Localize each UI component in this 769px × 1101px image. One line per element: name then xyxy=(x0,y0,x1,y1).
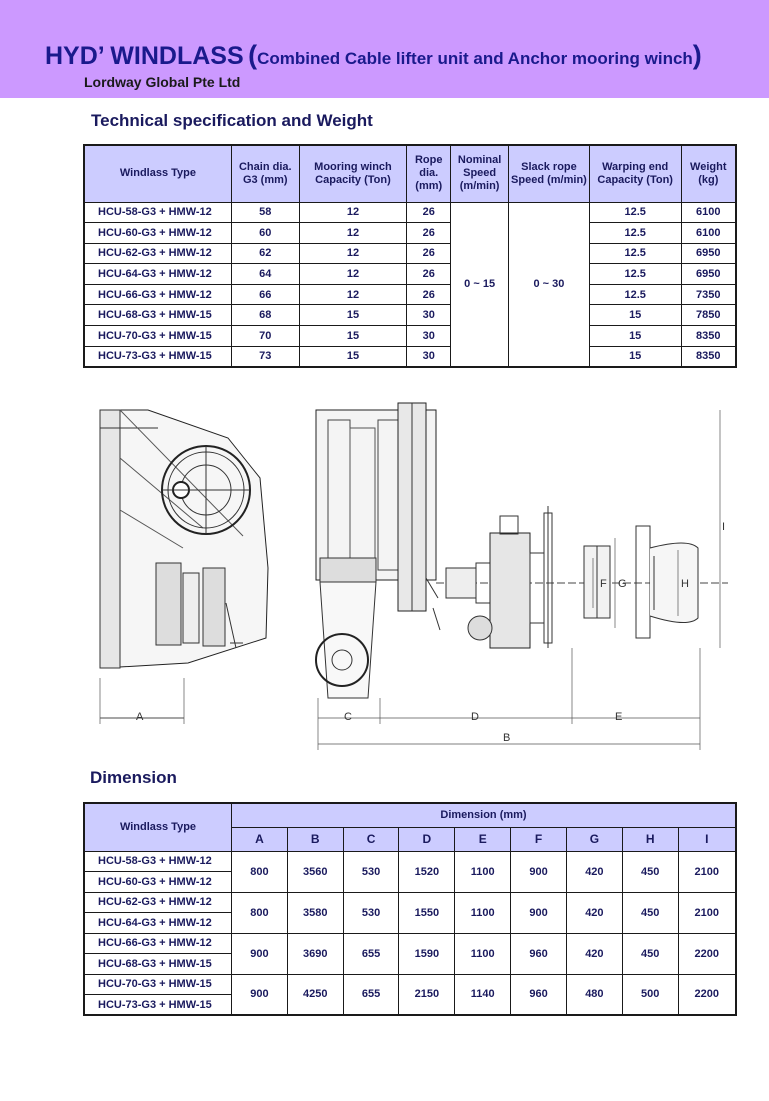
dim-cell-i: 2100 xyxy=(678,851,736,892)
spec-cell-mooring: 15 xyxy=(299,346,407,367)
spec-cell-weight: 6950 xyxy=(681,243,736,264)
dim-header-type: Windlass Type xyxy=(84,803,232,851)
dim-col-header-i: I xyxy=(678,827,736,851)
label-h: H xyxy=(681,578,689,590)
dim-cell-e: 1100 xyxy=(455,892,511,933)
label-d: D xyxy=(471,711,479,723)
spec-cell-rope: 26 xyxy=(407,243,451,264)
dim-cell-a: 800 xyxy=(232,892,288,933)
label-i: I xyxy=(722,521,726,533)
dim-row xyxy=(84,974,736,995)
spec-cell-type: HCU-68-G3 + HMW-15 xyxy=(84,305,231,326)
dim-col-header-e: E xyxy=(455,827,511,851)
dim-col-header-d: D xyxy=(399,827,455,851)
dim-cell-type: HCU-73-G3 + HMW-15 xyxy=(84,995,232,1016)
spec-cell-warping: 15 xyxy=(589,326,681,347)
label-f: F xyxy=(600,578,607,590)
dim-row xyxy=(84,851,736,872)
dim-col-header-a: A xyxy=(232,827,288,851)
dim-cell-type: HCU-64-G3 + HMW-12 xyxy=(84,913,232,934)
dim-cell-c: 655 xyxy=(343,974,399,1015)
title-subtitle: Combined Cable lifter unit and Anchor mooring winch xyxy=(257,49,693,68)
dim-cell-a: 900 xyxy=(232,933,288,974)
spec-cell-type: HCU-66-G3 + HMW-12 xyxy=(84,284,231,305)
dim-row xyxy=(84,892,736,913)
dim-cell-a: 900 xyxy=(232,974,288,1015)
spec-cell-type: HCU-60-G3 + HMW-12 xyxy=(84,223,231,244)
dim-cell-g: 480 xyxy=(566,974,622,1015)
spec-cell-chain: 58 xyxy=(231,202,299,223)
spec-cell-warping: 15 xyxy=(589,305,681,326)
windlass-drawing xyxy=(88,398,728,750)
spec-cell-rope: 26 xyxy=(407,264,451,285)
label-g: G xyxy=(618,578,627,590)
label-e: E xyxy=(615,711,623,723)
dim-cell-type: HCU-60-G3 + HMW-12 xyxy=(84,872,232,893)
spec-cell-rope: 30 xyxy=(407,346,451,367)
dim-cell-h: 450 xyxy=(622,933,678,974)
dim-row xyxy=(84,933,736,954)
dim-cell-type: HCU-66-G3 + HMW-12 xyxy=(84,933,232,954)
dim-cell-c: 655 xyxy=(343,933,399,974)
nominal-speed-cell: 0 ~ 15 xyxy=(451,202,509,367)
spec-header-2: Mooring winch Capacity (Ton) xyxy=(299,145,407,202)
spec-cell-type: HCU-58-G3 + HMW-12 xyxy=(84,202,231,223)
spec-cell-mooring: 12 xyxy=(299,264,407,285)
company-name: Lordway Global Pte Ltd xyxy=(84,74,241,90)
spec-cell-warping: 12.5 xyxy=(589,223,681,244)
spec-cell-mooring: 12 xyxy=(299,223,407,244)
spec-cell-chain: 60 xyxy=(231,223,299,244)
title-main: HYD’ WINDLASS xyxy=(45,42,244,70)
dim-cell-f: 960 xyxy=(511,974,567,1015)
dim-cell-e: 1100 xyxy=(455,851,511,892)
dim-cell-g: 420 xyxy=(566,851,622,892)
spec-heading: Technical specification and Weight xyxy=(91,111,373,130)
spec-row xyxy=(84,305,736,326)
spec-cell-chain: 62 xyxy=(231,243,299,264)
dim-col-header-h: H xyxy=(622,827,678,851)
dim-cell-c: 530 xyxy=(343,851,399,892)
spec-header-6: Warping end Capacity (Ton) xyxy=(589,145,681,202)
dim-cell-a: 800 xyxy=(232,851,288,892)
dim-cell-type: HCU-68-G3 + HMW-15 xyxy=(84,954,232,975)
dim-cell-i: 2200 xyxy=(678,933,736,974)
dim-cell-h: 450 xyxy=(622,851,678,892)
dim-cell-type: HCU-62-G3 + HMW-12 xyxy=(84,892,232,913)
dim-col-header-b: B xyxy=(287,827,343,851)
spec-cell-weight: 6950 xyxy=(681,264,736,285)
spec-cell-weight: 6100 xyxy=(681,223,736,244)
side-view xyxy=(100,410,268,718)
spec-cell-chain: 70 xyxy=(231,326,299,347)
dim-cell-g: 420 xyxy=(566,892,622,933)
spec-header-0: Windlass Type xyxy=(84,145,231,202)
spec-cell-mooring: 12 xyxy=(299,284,407,305)
spec-cell-warping: 15 xyxy=(589,346,681,367)
spec-cell-rope: 26 xyxy=(407,284,451,305)
spec-row xyxy=(84,202,736,223)
spec-cell-rope: 30 xyxy=(407,326,451,347)
spec-cell-weight: 7350 xyxy=(681,284,736,305)
spec-row xyxy=(84,326,736,347)
label-a: A xyxy=(136,711,144,723)
dim-cell-g: 420 xyxy=(566,933,622,974)
dim-cell-b: 3690 xyxy=(287,933,343,974)
dim-cell-i: 2100 xyxy=(678,892,736,933)
title-paren-open: ( xyxy=(248,40,258,70)
dim-cell-f: 900 xyxy=(511,851,567,892)
dim-cell-d: 1590 xyxy=(399,933,455,974)
spec-cell-weight: 8350 xyxy=(681,346,736,367)
spec-cell-chain: 73 xyxy=(231,346,299,367)
spec-cell-warping: 12.5 xyxy=(589,284,681,305)
spec-row xyxy=(84,346,736,367)
spec-row xyxy=(84,223,736,244)
spec-cell-rope: 26 xyxy=(407,223,451,244)
dim-cell-d: 2150 xyxy=(399,974,455,1015)
spec-cell-type: HCU-64-G3 + HMW-12 xyxy=(84,264,231,285)
spec-header-3: Rope dia. (mm) xyxy=(407,145,451,202)
spec-cell-mooring: 15 xyxy=(299,305,407,326)
spec-row xyxy=(84,264,736,285)
dim-cell-b: 4250 xyxy=(287,974,343,1015)
title-paren-close: ) xyxy=(692,40,702,70)
spec-cell-chain: 64 xyxy=(231,264,299,285)
dim-cell-b: 3560 xyxy=(287,851,343,892)
dim-cell-type: HCU-58-G3 + HMW-12 xyxy=(84,851,232,872)
spec-header-5: Slack rope Speed (m/min) xyxy=(509,145,590,202)
dim-cell-f: 900 xyxy=(511,892,567,933)
dim-cell-type: HCU-70-G3 + HMW-15 xyxy=(84,974,232,995)
spec-header-4: Nominal Speed (m/min) xyxy=(451,145,509,202)
spec-row xyxy=(84,284,736,305)
dim-cell-f: 960 xyxy=(511,933,567,974)
spec-cell-weight: 8350 xyxy=(681,326,736,347)
spec-cell-rope: 26 xyxy=(407,202,451,223)
spec-cell-warping: 12.5 xyxy=(589,243,681,264)
gear-motor-unit xyxy=(446,506,552,648)
dim-cell-e: 1140 xyxy=(455,974,511,1015)
dim-cell-e: 1100 xyxy=(455,933,511,974)
slack-speed-cell: 0 ~ 30 xyxy=(509,202,590,367)
spec-cell-weight: 6100 xyxy=(681,202,736,223)
spec-cell-chain: 68 xyxy=(231,305,299,326)
spec-cell-chain: 66 xyxy=(231,284,299,305)
page-title xyxy=(45,42,702,69)
dim-cell-h: 450 xyxy=(622,892,678,933)
dim-col-header-g: G xyxy=(566,827,622,851)
dim-cell-d: 1520 xyxy=(399,851,455,892)
spec-header-7: Weight (kg) xyxy=(681,145,736,202)
spec-row xyxy=(84,243,736,264)
spec-cell-weight: 7850 xyxy=(681,305,736,326)
spec-cell-type: HCU-70-G3 + HMW-15 xyxy=(84,326,231,347)
spec-cell-mooring: 15 xyxy=(299,326,407,347)
dim-col-header-f: F xyxy=(511,827,567,851)
spec-table xyxy=(83,144,737,368)
spec-cell-mooring: 12 xyxy=(299,243,407,264)
dim-cell-h: 500 xyxy=(622,974,678,1015)
dimension-heading: Dimension xyxy=(90,768,177,787)
spec-cell-mooring: 12 xyxy=(299,202,407,223)
dimension-table xyxy=(83,802,737,1016)
dim-cell-d: 1550 xyxy=(399,892,455,933)
dim-cell-i: 2200 xyxy=(678,974,736,1015)
spec-header-1: Chain dia. G3 (mm) xyxy=(231,145,299,202)
spec-cell-warping: 12.5 xyxy=(589,202,681,223)
spec-cell-rope: 30 xyxy=(407,305,451,326)
dim-col-header-c: C xyxy=(343,827,399,851)
dim-header-group: Dimension (mm) xyxy=(232,803,737,827)
dim-cell-c: 530 xyxy=(343,892,399,933)
dim-cell-b: 3580 xyxy=(287,892,343,933)
label-c: C xyxy=(344,711,352,723)
spec-cell-warping: 12.5 xyxy=(589,264,681,285)
spec-cell-type: HCU-73-G3 + HMW-15 xyxy=(84,346,231,367)
spec-cell-type: HCU-62-G3 + HMW-12 xyxy=(84,243,231,264)
label-b: B xyxy=(503,732,511,744)
